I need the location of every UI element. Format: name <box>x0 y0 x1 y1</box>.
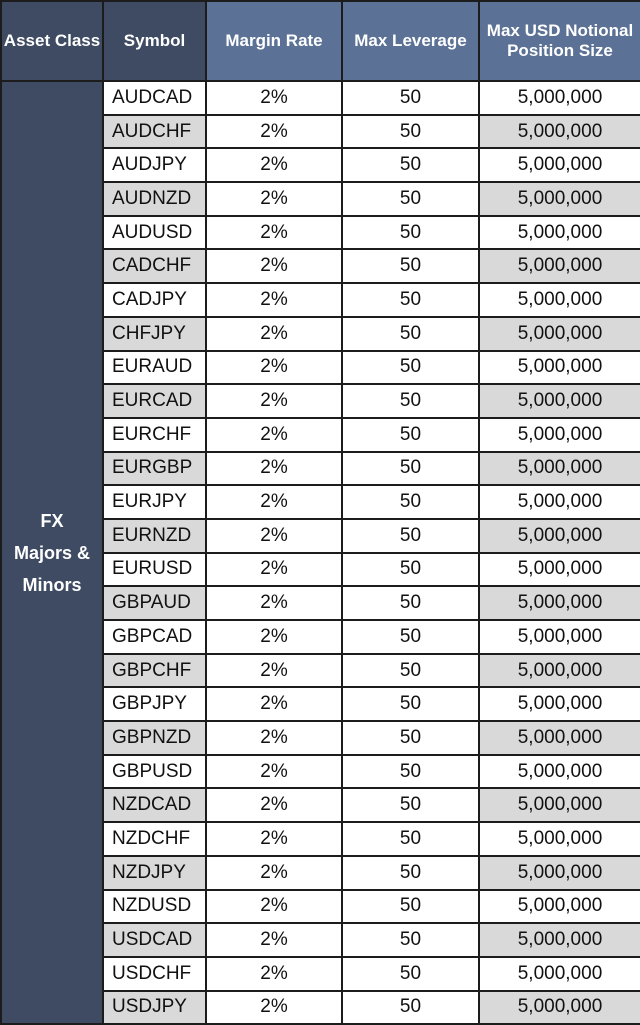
asset-class-cell <box>1 81 103 1024</box>
symbol-cell: GBPCHF <box>103 654 206 688</box>
margin-rate-cell: 2% <box>206 856 342 890</box>
margin-rate-cell: 2% <box>206 148 342 182</box>
margin-rate-cell: 2% <box>206 519 342 553</box>
table-body <box>1 81 640 1024</box>
max-notional-cell: 5,000,000 <box>479 148 640 182</box>
margin-rate-cell: 2% <box>206 721 342 755</box>
margin-rate-cell: 2% <box>206 351 342 385</box>
max-notional-cell: 5,000,000 <box>479 182 640 216</box>
max-notional-cell: 5,000,000 <box>479 418 640 452</box>
max-leverage-cell: 50 <box>342 182 479 216</box>
max-leverage-cell: 50 <box>342 687 479 721</box>
max-leverage-cell: 50 <box>342 788 479 822</box>
max-notional-cell: 5,000,000 <box>479 856 640 890</box>
max-notional-cell: 5,000,000 <box>479 249 640 283</box>
symbol-cell: GBPCAD <box>103 620 206 654</box>
margin-rate-cell: 2% <box>206 81 342 115</box>
max-notional-cell: 5,000,000 <box>479 923 640 957</box>
margin-rate-cell: 2% <box>206 755 342 789</box>
max-notional-cell: 5,000,000 <box>479 384 640 418</box>
margin-rate-cell: 2% <box>206 485 342 519</box>
max-leverage-cell: 50 <box>342 81 479 115</box>
margin-rate-cell: 2% <box>206 890 342 924</box>
symbol-cell: EURUSD <box>103 553 206 587</box>
max-leverage-cell: 50 <box>342 856 479 890</box>
margin-rate-cell: 2% <box>206 957 342 991</box>
max-leverage-cell: 50 <box>342 351 479 385</box>
symbol-cell: GBPNZD <box>103 721 206 755</box>
max-leverage-cell: 50 <box>342 957 479 991</box>
max-leverage-cell: 50 <box>342 485 479 519</box>
symbol-cell: NZDUSD <box>103 890 206 924</box>
symbol-cell: EURCAD <box>103 384 206 418</box>
max-notional-cell: 5,000,000 <box>479 519 640 553</box>
max-notional-cell: 5,000,000 <box>479 620 640 654</box>
margin-rate-cell: 2% <box>206 654 342 688</box>
margin-rate-cell: 2% <box>206 822 342 856</box>
max-leverage-cell: 50 <box>342 283 479 317</box>
max-notional-cell: 5,000,000 <box>479 654 640 688</box>
margin-rate-cell: 2% <box>206 687 342 721</box>
symbol-cell: NZDCAD <box>103 788 206 822</box>
symbol-cell: EURGBP <box>103 452 206 486</box>
margin-rate-cell: 2% <box>206 553 342 587</box>
margin-rate-cell: 2% <box>206 418 342 452</box>
max-notional-cell: 5,000,000 <box>479 890 640 924</box>
max-notional-cell: 5,000,000 <box>479 81 640 115</box>
max-notional-cell: 5,000,000 <box>479 788 640 822</box>
margin-rate-cell: 2% <box>206 182 342 216</box>
symbol-cell: EURNZD <box>103 519 206 553</box>
header-max-leverage: Max Leverage <box>342 1 479 81</box>
header-asset-class: Asset Class <box>1 1 103 81</box>
max-leverage-cell: 50 <box>342 822 479 856</box>
max-leverage-cell: 50 <box>342 923 479 957</box>
margin-rate-cell: 2% <box>206 283 342 317</box>
symbol-cell: GBPJPY <box>103 687 206 721</box>
max-notional-cell: 5,000,000 <box>479 586 640 620</box>
margin-rate-cell: 2% <box>206 115 342 149</box>
max-notional-cell: 5,000,000 <box>479 822 640 856</box>
asset-class-label-line: FX <box>40 510 64 531</box>
header-symbol: Symbol <box>103 1 206 81</box>
max-leverage-cell: 50 <box>342 216 479 250</box>
margin-rate-cell: 2% <box>206 923 342 957</box>
symbol-cell: EURJPY <box>103 485 206 519</box>
symbol-cell: USDCHF <box>103 957 206 991</box>
max-notional-cell: 5,000,000 <box>479 283 640 317</box>
symbol-cell: EURAUD <box>103 351 206 385</box>
max-leverage-cell: 50 <box>342 654 479 688</box>
symbol-cell: NZDCHF <box>103 822 206 856</box>
max-leverage-cell: 50 <box>342 519 479 553</box>
max-notional-cell: 5,000,000 <box>479 452 640 486</box>
max-notional-cell: 5,000,000 <box>479 317 640 351</box>
margin-rate-cell: 2% <box>206 384 342 418</box>
margin-rate-cell: 2% <box>206 216 342 250</box>
margin-rate-cell: 2% <box>206 586 342 620</box>
max-leverage-cell: 50 <box>342 249 479 283</box>
max-notional-cell: 5,000,000 <box>479 216 640 250</box>
max-leverage-cell: 50 <box>342 452 479 486</box>
asset-class-label-line: Majors & <box>13 542 91 563</box>
max-leverage-cell: 50 <box>342 991 479 1025</box>
symbol-cell: GBPUSD <box>103 755 206 789</box>
max-notional-cell: 5,000,000 <box>479 485 640 519</box>
header-row <box>1 1 640 81</box>
margin-rate-cell: 2% <box>206 317 342 351</box>
symbol-cell: AUDJPY <box>103 148 206 182</box>
max-leverage-cell: 50 <box>342 620 479 654</box>
max-notional-cell: 5,000,000 <box>479 957 640 991</box>
symbol-cell: AUDCHF <box>103 115 206 149</box>
max-notional-cell: 5,000,000 <box>479 115 640 149</box>
max-leverage-cell: 50 <box>342 418 479 452</box>
max-leverage-cell: 50 <box>342 115 479 149</box>
margin-rate-cell: 2% <box>206 620 342 654</box>
margin-rate-cell: 2% <box>206 249 342 283</box>
symbol-cell: USDCAD <box>103 923 206 957</box>
symbol-cell: USDJPY <box>103 991 206 1025</box>
asset-class-label-line: Minors <box>22 574 82 595</box>
symbol-cell: AUDCAD <box>103 81 206 115</box>
symbol-cell: GBPAUD <box>103 586 206 620</box>
max-notional-cell: 5,000,000 <box>479 721 640 755</box>
max-notional-cell: 5,000,000 <box>479 991 640 1025</box>
max-leverage-cell: 50 <box>342 890 479 924</box>
max-leverage-cell: 50 <box>342 317 479 351</box>
max-leverage-cell: 50 <box>342 586 479 620</box>
symbol-cell: NZDJPY <box>103 856 206 890</box>
table-header <box>1 1 640 81</box>
symbol-cell: CHFJPY <box>103 317 206 351</box>
symbol-cell: CADJPY <box>103 283 206 317</box>
max-notional-cell: 5,000,000 <box>479 755 640 789</box>
max-leverage-cell: 50 <box>342 148 479 182</box>
max-notional-cell: 5,000,000 <box>479 351 640 385</box>
header-margin-rate: Margin Rate <box>206 1 342 81</box>
margin-rate-cell: 2% <box>206 452 342 486</box>
max-leverage-cell: 50 <box>342 384 479 418</box>
header-max-notional: Max USD Notional Position Size <box>479 1 640 81</box>
table-row <box>1 81 640 115</box>
symbol-cell: CADCHF <box>103 249 206 283</box>
max-notional-cell: 5,000,000 <box>479 553 640 587</box>
max-leverage-cell: 50 <box>342 721 479 755</box>
max-leverage-cell: 50 <box>342 755 479 789</box>
max-notional-cell: 5,000,000 <box>479 687 640 721</box>
symbol-cell: AUDUSD <box>103 216 206 250</box>
max-leverage-cell: 50 <box>342 553 479 587</box>
symbol-cell: AUDNZD <box>103 182 206 216</box>
symbol-cell: EURCHF <box>103 418 206 452</box>
margin-rate-cell: 2% <box>206 991 342 1025</box>
margin-rate-cell: 2% <box>206 788 342 822</box>
